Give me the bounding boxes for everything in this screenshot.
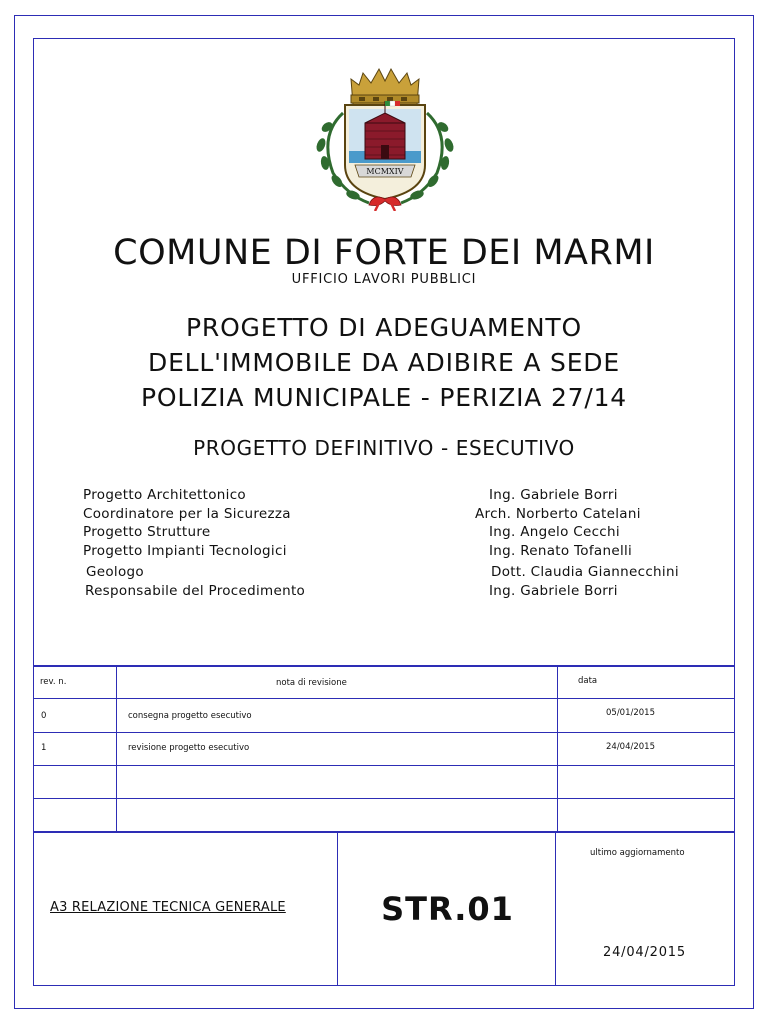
revision-note-header: nota di revisione [276,678,347,688]
revision-date-cell: 05/01/2015 [606,708,655,718]
page-title: COMUNE DI FORTE DEI MARMI [113,233,655,273]
project-title-line: PROGETTO DI ADEGUAMENTO [186,313,582,342]
table-rule [33,798,735,799]
staff-role: Progetto Architettonico [83,487,246,503]
office-subtitle: UFFICIO LAVORI PUBBLICI [291,272,477,287]
project-title-line: DELL'IMMOBILE DA ADIBIRE A SEDE [148,348,620,377]
document-title: A3 RELAZIONE TECNICA GENERALE [50,900,286,915]
title-block-rule [555,831,556,986]
table-rule [33,831,735,833]
revision-date-cell: 24/04/2015 [606,742,655,752]
staff-role: Responsabile del Procedimento [85,583,306,599]
staff-name: Ing. Renato Tofanelli [489,543,633,559]
staff-role: Progetto Impianti Tecnologici [83,543,287,559]
document-code: STR.01 [381,890,514,928]
rev-number-header: rev. n. [40,677,67,687]
rev-number-cell: 0 [41,711,47,721]
project-phase: PROGETTO DEFINITIVO - ESECUTIVO [193,436,575,460]
staff-role: Progetto Strutture [83,524,211,540]
table-rule [116,665,117,831]
municipal-crest-icon [313,65,457,211]
crest-motto: MCMXIV [366,167,404,176]
revision-note-cell: consegna progetto esecutivo [128,711,252,721]
last-update-date: 24/04/2015 [603,945,686,960]
revision-date-header: data [578,676,598,686]
table-rule [33,665,735,667]
staff-name: Ing. Gabriele Borri [489,583,618,599]
staff-name: Dott. Claudia Giannecchini [491,564,679,580]
table-rule [33,698,735,699]
rev-number-cell: 1 [41,743,47,753]
staff-name: Ing. Gabriele Borri [489,487,618,503]
project-title [33,310,735,415]
staff-name: Ing. Angelo Cecchi [489,524,620,540]
revision-note-cell: revisione progetto esecutivo [128,743,250,753]
title-block-rule [337,831,338,986]
table-rule [33,765,735,766]
last-update-label: ultimo aggiornamento [590,848,685,858]
staff-role: Coordinatore per la Sicurezza [83,506,291,522]
project-title-line: POLIZIA MUNICIPALE - PERIZIA 27/14 [140,383,627,412]
staff-name: Arch. Norberto Catelani [475,506,641,522]
table-rule [557,665,558,831]
staff-role: Geologo [86,564,144,580]
table-rule [33,732,735,733]
